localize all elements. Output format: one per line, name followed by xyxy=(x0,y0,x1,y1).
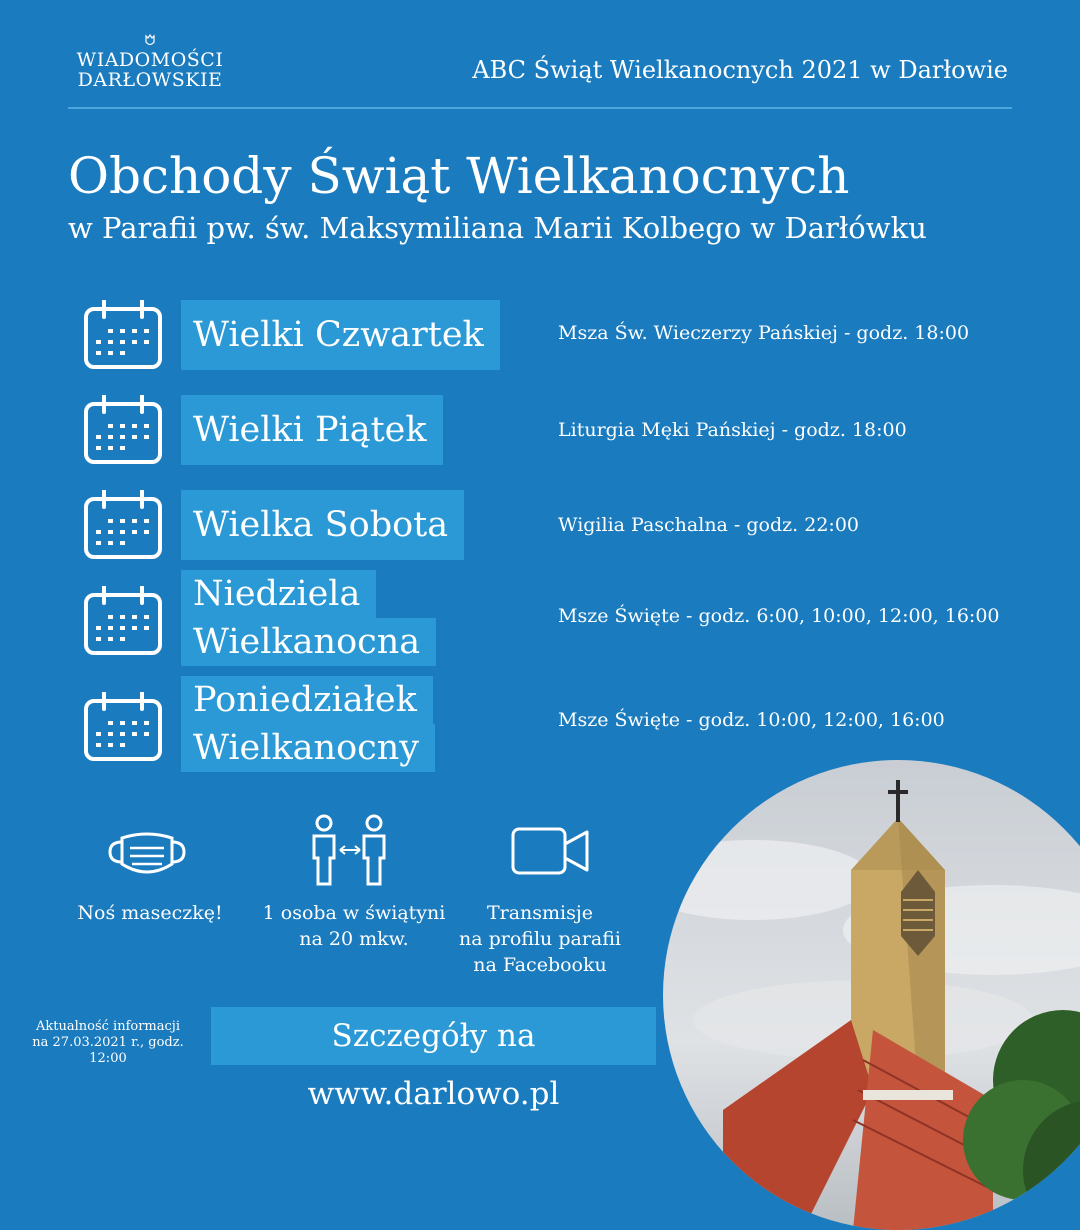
church-photo xyxy=(663,760,1080,1230)
video-camera-icon xyxy=(510,826,590,876)
header-divider xyxy=(68,107,1012,109)
calendar-icon xyxy=(82,300,164,370)
logo-crest-icon xyxy=(143,34,157,48)
day-name: Poniedziałek Wielkanocny xyxy=(181,676,435,772)
calendar-icon xyxy=(82,490,164,560)
day-name: Wielki Czwartek xyxy=(181,300,500,370)
day-detail: Wigilia Paschalna - godz. 22:00 xyxy=(558,514,859,536)
calendar-icon xyxy=(82,395,164,465)
distance-info: 1 osoba w świątyni na 20 mkw. xyxy=(262,902,446,950)
day-name: Niedziela Wielkanocna xyxy=(181,570,436,666)
brand-line-2: DARŁOWSKIE xyxy=(77,69,223,91)
day-detail: Liturgia Męki Pańskiej - godz. 18:00 xyxy=(558,419,907,441)
website-link[interactable]: Szczegóły na www.darlowo.pl xyxy=(211,1007,656,1065)
calendar-icon xyxy=(82,586,164,656)
calendar-icon xyxy=(82,692,164,762)
day-detail: Msze Święte - godz. 10:00, 12:00, 16:00 xyxy=(558,709,945,731)
day-name: Wielka Sobota xyxy=(181,490,464,560)
day-detail: Msze Święte - godz. 6:00, 10:00, 12:00, 16:00 xyxy=(558,605,1000,627)
social-distance-icon xyxy=(308,814,392,886)
header-title: ABC Świąt Wielkanocnych 2021 w Darłowie xyxy=(472,56,1008,84)
mask-info: Noś maseczkę! xyxy=(77,902,223,924)
stream-info: Transmisje na profilu parafii na Facebooku xyxy=(459,902,621,976)
brand-logo xyxy=(70,34,230,90)
brand-line-1: WIADOMOŚCI xyxy=(76,49,224,71)
church-tower-illustration xyxy=(663,760,1080,1230)
page-subtitle: w Parafii pw. św. Maksymiliana Marii Kolbego w Darłówku xyxy=(68,211,927,245)
day-name: Wielki Piątek xyxy=(181,395,443,465)
update-note: Aktualność informacji na 27.03.2021 r., godz. 12:00 xyxy=(32,1019,184,1066)
face-mask-icon xyxy=(106,828,188,880)
page-title: Obchody Świąt Wielkanocnych xyxy=(68,147,850,205)
day-detail: Msza Św. Wieczerzy Pańskiej - godz. 18:00 xyxy=(558,322,970,344)
